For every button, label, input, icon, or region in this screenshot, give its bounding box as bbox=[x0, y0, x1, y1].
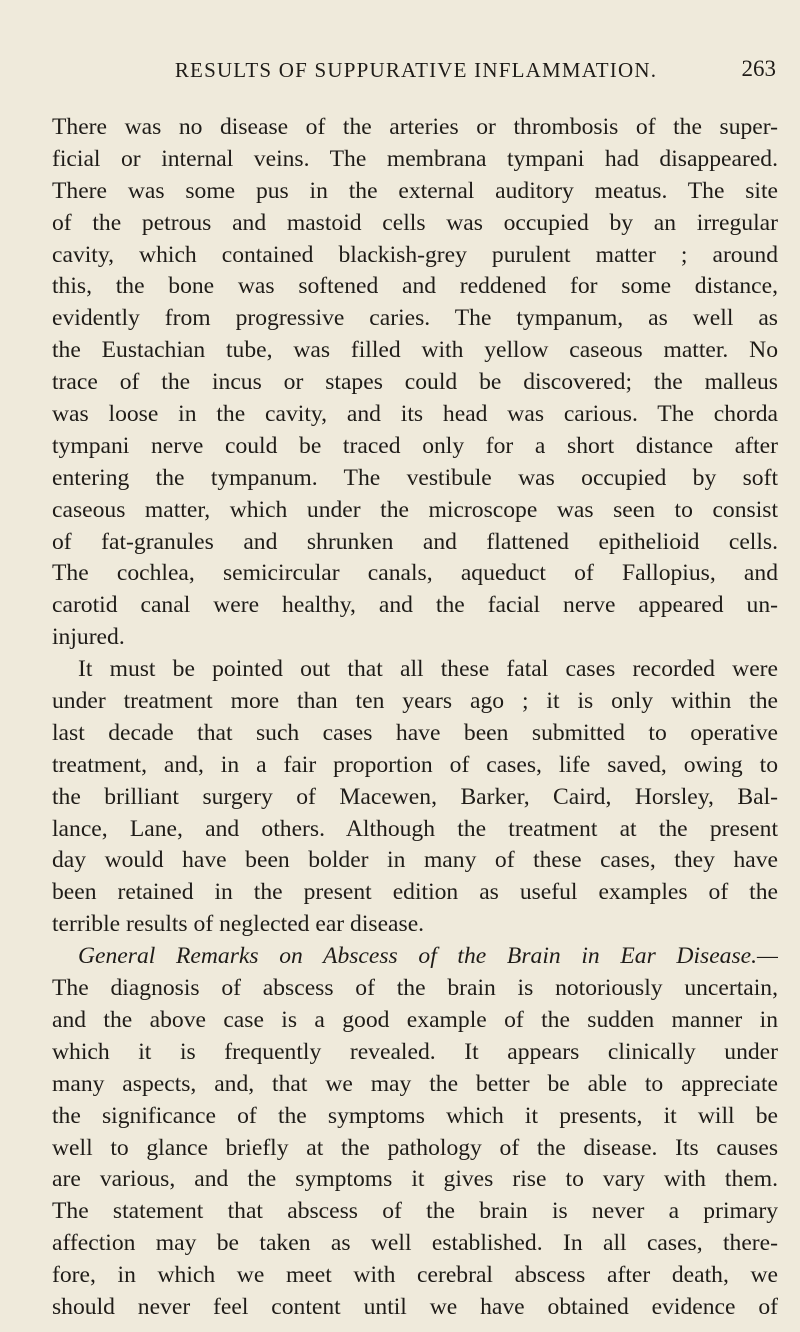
text-line: well to glance briefly at the pathology of the disease. Its causes bbox=[52, 1134, 778, 1161]
text-line: many aspects, and, that we may the better be able to appreciate bbox=[52, 1070, 778, 1097]
text-line: are various, and the symptoms it gives rise to vary with them. bbox=[52, 1166, 778, 1193]
text-line: The diagnosis of abscess of the brain is notoriously uncertain, bbox=[52, 975, 778, 1002]
text-line: entering the tympanum. The vestibule was occupied by soft bbox=[52, 464, 778, 491]
text-line: the significance of the symptoms which it presents, it will be bbox=[52, 1102, 778, 1129]
text-line: carotid canal were healthy, and the facial nerve appeared un- bbox=[52, 592, 778, 619]
text-line: under treatment more than ten years ago ; it is only within the bbox=[52, 688, 778, 715]
text-line: trace of the incus or stapes could be discovered; the malleus bbox=[52, 369, 778, 396]
section-heading-line bbox=[52, 941, 778, 973]
text-line: fore, in which we meet with cerebral abscess after death, we bbox=[52, 1262, 778, 1289]
text-line: of fat-granules and shrunken and flattened epithelioid cells. bbox=[52, 528, 778, 555]
text-line: There was no disease of the arteries or thrombosis of the super- bbox=[52, 114, 778, 140]
text-line: treatment, and, in a fair proportion of cases, life saved, owing to bbox=[52, 751, 778, 778]
text-line: was loose in the cavity, and its head was carious. The chorda bbox=[52, 401, 778, 428]
text-line: day would have been bolder in many of these cases, they have bbox=[52, 847, 778, 874]
text-line: tympani nerve could be traced only for a short distance after bbox=[52, 432, 778, 459]
text-line: last decade that such cases have been submitted to operative bbox=[52, 719, 778, 746]
text-line: terrible results of neglected ear disease. bbox=[52, 911, 425, 938]
text-line: It must be pointed out that all these fatal cases recorded were bbox=[78, 656, 778, 683]
text-line: of the petrous and mastoid cells was occupied by an irregular bbox=[52, 209, 778, 236]
text-line: cavity, which contained blackish-grey purulent matter ; around bbox=[52, 241, 778, 268]
text-line: been retained in the present edition as useful examples of the bbox=[52, 879, 778, 906]
text-line: injured. bbox=[52, 624, 125, 651]
book-page bbox=[52, 0, 780, 1332]
text-line: lance, Lane, and others. Although the treatment at the present bbox=[52, 815, 778, 842]
text-line: caseous matter, which under the microscope was seen to consist bbox=[52, 496, 778, 523]
body-text bbox=[52, 112, 778, 1324]
text-line: which it is frequently revealed. It appears clinically under bbox=[52, 1038, 778, 1065]
text-line: and the above case is a good example of the sudden manner in bbox=[52, 1006, 778, 1033]
text-line: The cochlea, semicircular canals, aqueduct of Fallopius, and bbox=[52, 560, 778, 587]
text-line: ficial or internal veins. The membrana tympani had disappeared. bbox=[52, 145, 778, 172]
running-head bbox=[52, 58, 780, 94]
text-line: evidently from progressive caries. The tympanum, as well as bbox=[52, 305, 778, 332]
text-line: the Eustachian tube, was filled with yellow caseous matter. No bbox=[52, 337, 778, 364]
text-line: affection may be taken as well established. In all cases, there- bbox=[52, 1230, 778, 1257]
text-line: should never feel content until we have obtained evidence of bbox=[52, 1293, 778, 1320]
text-line: The statement that abscess of the brain is never a primary bbox=[52, 1198, 778, 1225]
text-line: this, the bone was softened and reddened for some distance, bbox=[52, 273, 778, 300]
page-number: 263 bbox=[741, 56, 776, 81]
section-heading: General Remarks on Abscess of the Brain in Ear Disease.— bbox=[78, 943, 778, 970]
text-line: There was some pus in the external auditory meatus. The site bbox=[52, 177, 778, 204]
running-title: RESULTS OF SUPPURATIVE INFLAMMATION. bbox=[174, 58, 658, 82]
text-line: the brilliant surgery of Macewen, Barker, Caird, Horsley, Bal- bbox=[52, 783, 778, 810]
